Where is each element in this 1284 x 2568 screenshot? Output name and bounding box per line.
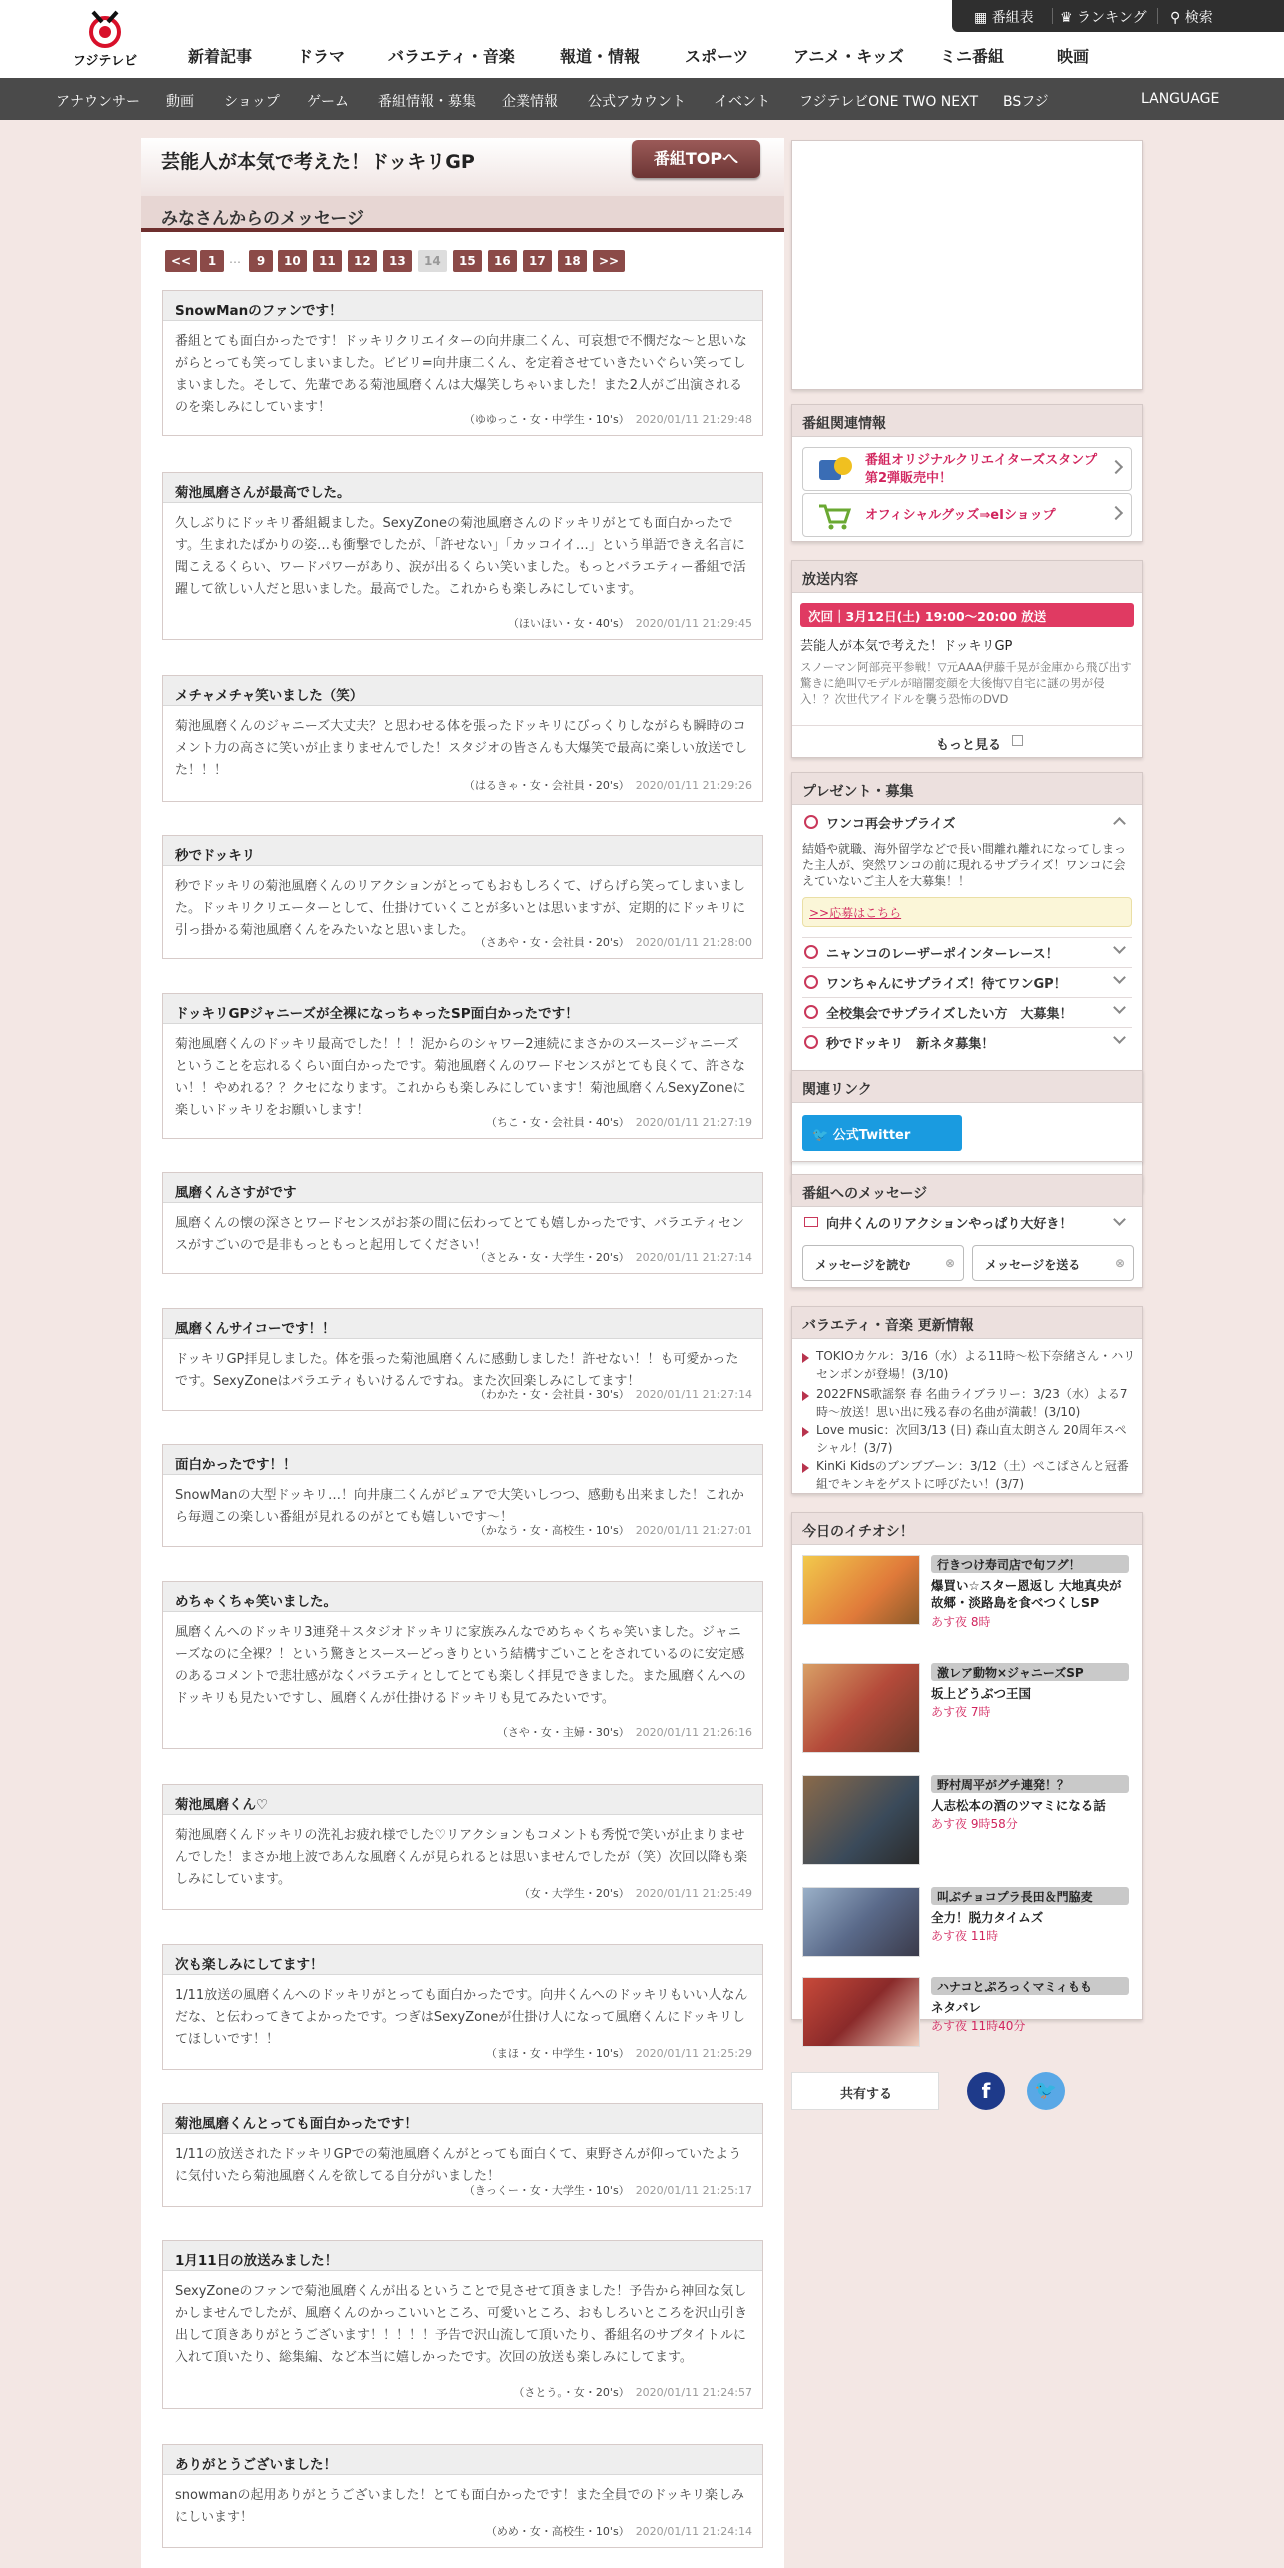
message-card [162,1944,763,2070]
message-card [162,2103,763,2207]
present-item-open[interactable]: ワンコ再会サプライズ [826,817,956,832]
subnav-shop[interactable]: ショップ [224,94,280,110]
message-meta [513,2384,752,2400]
message-card [162,290,763,436]
message-meta [464,2182,752,2198]
message-author: （きっくー・女・大学生・10's） [463,2184,630,2197]
message-title: メチャメチャ笑いました（笑） [163,676,762,706]
chevron-down-icon [1113,1001,1126,1014]
bullet-arrow-icon [802,1353,809,1363]
gift-icon [804,975,818,989]
chevron-right-icon [1109,460,1123,474]
page-14-current: 14 [418,250,447,272]
message-date: 2020/01/11 21:25:49 [635,1887,752,1900]
message-body: 菊池風磨くんのジャニーズ大丈夫？と思わせる体を張ったドッキリにびっくりしながらも瞬時のコメント力の高さに笑いが止まりませんでした！スタジオの皆さんも大爆笑で最高に楽しい放送でした！！！ [175,719,748,778]
pickup-thumbnail [802,1775,920,1865]
related-info-box [791,404,1143,542]
bullet-arrow-icon [802,1391,809,1401]
page-11[interactable]: 11 [313,250,342,272]
more-button[interactable]: もっと見る [792,725,1142,758]
message-title: 菊池風磨くんとっても面白かったです！ [163,2104,762,2134]
message-author: （まほ・女・中学生・10's） [485,2047,630,2060]
subnav-program-info[interactable]: 番組情報・募集 [378,94,476,110]
subnav-corporate[interactable]: 企業情報 [502,94,558,110]
message-author: （さとみ・女・大学生・20's） [474,1251,630,1264]
update-item[interactable]: KinKi Kidsのブンブブーン：3/12（土）ぺこぱさんと冠番組でキンキをゲストに呼びたい！(3/7) [816,1459,1129,1491]
fujitv-eye-logo-icon [85,10,125,48]
links-heading: 関連リンク [792,1071,1142,1103]
sub-nav [0,78,1284,120]
facebook-icon: f [981,2079,991,2103]
circle-arrow-icon: ⊗ [1114,1256,1125,1270]
message-author: （さや・女・主婦・30's） [496,1726,630,1739]
message-card [162,2240,763,2409]
stamp-link-label: 番組オリジナルクリエイターズスタンプ第2弾販売中！ [865,453,1098,486]
message-author: （さとう。・女・20's） [513,2386,630,2399]
message-meta [475,1249,752,1265]
message-author: （わかた・女・会社員・30's） [474,1388,630,1401]
twitter-share-button[interactable] [1027,2072,1065,2110]
twitter-bird-icon: 🐦 [812,1128,833,1143]
grid-icon: ▦ [974,10,992,26]
present-heading: プレゼント・募集 [792,773,1142,805]
message-card [162,1172,763,1274]
subnav-onetwonext[interactable]: フジテレビONE TWO NEXT [799,94,979,110]
message-card [162,835,763,959]
subnav-game[interactable]: ゲーム [307,94,349,110]
pickup-item[interactable]: 叫ぶチョコプラ長田＆門脇麦 全力！脱力タイムズ あす夜 11時 [802,1887,1132,1987]
chevron-down-icon [1113,1213,1126,1226]
circle-arrow-icon: ⊗ [944,1256,955,1270]
read-messages-button[interactable]: メッセージを読む ⊗ [802,1245,964,1281]
message-author: （かなう・女・高校生・10's） [474,1524,630,1537]
message-title: 1月11日の放送みました！ [163,2241,762,2271]
message-meta [475,1522,752,1538]
share-label-box [791,2072,939,2110]
chevron-right-icon [1109,506,1123,520]
message-body: ドッキリGP拝見しました。体を張った菊池風磨くんに感動しました！許せない！！も可愛かったです。SexyZoneはバラエティもいけるんですね。また次回楽しみにしてます！ [175,1352,739,1389]
twitter-bird-icon: 🐦 [1034,2080,1058,2101]
chevron-up-icon [1113,817,1126,830]
page-ellipsis: … [229,252,241,266]
share-label: 共有する [840,2087,893,2102]
message-author: （ゆゆっこ・女・中学生・10's） [464,413,630,426]
twitter-button[interactable]: 🐦 公式Twitter [802,1115,962,1151]
subnav-official-accounts[interactable]: 公式アカウント [588,94,686,110]
message-box-heading: 番組へのメッセージ [792,1175,1142,1207]
pickup-thumbnail [802,1887,920,1957]
message-body: snowmanの起用ありがとうございました！とても面白かったです！また全員でのドッキリ楽しみにしいます！ [175,2488,744,2525]
logo-text: フジテレビ [72,54,138,69]
utility-bar [952,0,1284,32]
message-body: 1/11放送の風磨くんへのドッキリがとっても面白かったです。向井くんへのドッキリもいい人なんだな、と伝わってきてよかったです。つぎはSexyZoneが仕掛け人になって風磨くんにドッキリしてほしいです！！ [175,1988,748,2047]
crown-icon: ♛ [1060,10,1078,26]
message-title: 風磨くんサイコーです！！ [163,1309,762,1339]
message-body: 番組とても面白かったです！ドッキリクリエイターの向井康二くん、可哀想で不憫だな～と思いながらとっても笑ってしまいました。ビビリ=向井康二くん、を定着させていきたいぐらい笑ってしまいました。そして、先輩である菊池風磨くんは大爆笑しちゃいました！また2人がご出演されるのを楽しみにしています！ [175,334,747,415]
message-title: めちゃくちゃ笑いました。 [163,1582,762,1612]
subnav-language[interactable]: LANGUAGE [1141,91,1220,107]
broadcast-heading: 放送内容 [792,561,1142,593]
message-author: （ほいほい・女・40's） [507,617,630,630]
search-icon: ⚲ [1170,10,1185,26]
message-card [162,1784,763,1910]
message-date: 2020/01/11 21:27:19 [635,1116,752,1129]
present-item[interactable]: 全校集会でサプライズしたい方 大募集！ [826,1007,1073,1022]
nav-item-variety[interactable]: バラエティ・音楽 [388,47,515,66]
shop-link-label: オフィシャルグッズ⇒eIショップ [865,508,1056,523]
nav-item-mini[interactable]: ミニ番組 [940,47,1005,66]
message-title: 風磨くんさすがです [163,1173,762,1203]
broadcast-description: スノーマン阿部亮平参戦！▽元AAA伊藤千晃が金庫から飛び出す驚きに絶叫▽モデルが暗闇変顔を大後悔▽自宅に謎の男が侵入！？次世代アイドルを襲う恐怖のDVD [800,660,1132,706]
message-card [162,472,763,640]
pickup-item[interactable]: 行きつけ寿司店で旬フグ！ 爆買い☆スター恩返し 大地真央が故郷・淡路島を食べつくしSP あす夜 8時 [802,1555,1132,1655]
gift-icon [804,815,818,829]
page-16[interactable]: 16 [488,250,517,272]
mail-icon [804,1217,818,1227]
message-title: ありがとうございました！ [163,2445,762,2475]
pickup-thumbnail [802,1977,920,2047]
present-item[interactable]: 秒でドッキリ 新ネタ募集！ [826,1037,995,1052]
message-card [162,675,763,802]
nav-item-movie[interactable]: 映画 [1057,47,1090,66]
message-title: ドッキリGPジャニーズが全裸になっちゃったSP面白かったです！ [163,994,762,1024]
chevron-down-icon [1113,941,1126,954]
chevron-down-icon [1113,1031,1126,1044]
update-item[interactable]: TOKIOカケル：3/16（水）よる11時〜松下奈緒さん・ハリセンボンが登場！(3/10) [816,1349,1136,1381]
pickup-box [791,1512,1143,2033]
stamp-icon [815,454,855,486]
message-body: 秒でドッキリの菊池風磨くんのリアクションがとってもおもしろくて、げらげら笑ってしまいました。ドッキリクリエーターとして、仕掛けていくことが多いとは思いますが、定期的にドッキリに引っ掛かる菊池風磨くんをみたいなと思いました。 [175,879,746,938]
message-title: 次も楽しみにしてます！ [163,1945,762,1975]
window-icon [1012,735,1023,746]
message-body: SexyZoneのファンで菊池風磨くんが出るということで見させて頂きました！予告から神回な気しかしませんでしたが、風磨くんのかっこいいところ、可愛いところ、おもしろいところを沢山引き出して頂きありがとうございます！！！！！予告で沢山流して頂いたり、番組名のサブタイトルに入れて頂いたり、総集編、など本当に嬉しかったです。次回の放送も楽しみにしてます。 [175,2284,748,2365]
message-date: 2020/01/11 21:24:14 [635,2525,752,2538]
schedule-button[interactable]: ▦ 番組表 [974,10,1034,26]
message-date: 2020/01/11 21:28:00 [635,936,752,949]
program-top-button[interactable]: 番組TOPへ [632,140,760,178]
message-meta [475,934,752,950]
message-meta [486,2523,752,2539]
site-header [0,0,1284,78]
message-title: SnowManのファンです！ [163,291,762,321]
nav-item-sports[interactable]: スポーツ [685,47,749,66]
updates-box [791,1306,1143,1494]
cart-icon [817,502,851,530]
message-date: 2020/01/11 21:26:16 [635,1726,752,1739]
message-body: 風磨くんへのドッキリ3連発＋スタジオドッキリに家族みんなでめちゃくちゃ笑いました。ジャニーズなのに全裸？！という驚きとスースーどっきりという結構すごいことをされているのに安定感のあるコメントで悲壮感がなくバラエティとしてとても楽しく拝見できました。また風磨くんへのドッキリも見たいですし、風磨くんが仕掛けるドッキリも見てみたいです。 [175,1625,746,1706]
send-message-button[interactable]: メッセージを送る ⊗ [972,1245,1134,1281]
message-box [791,1174,1143,1288]
nav-item-drama[interactable]: ドラマ [297,47,346,66]
chevron-down-icon [1113,971,1126,984]
stamp-link[interactable] [802,447,1132,491]
gift-icon [804,945,818,959]
page-first[interactable]: << [165,250,197,272]
page-15[interactable]: 15 [453,250,482,272]
gift-icon [804,1035,818,1049]
pickup-thumbnail [802,1555,920,1625]
message-author: （さあや・女・会社員・20's） [474,936,630,949]
subnav-video[interactable]: 動画 [166,94,194,110]
shop-link[interactable] [802,493,1132,537]
message-body: 久しぶりにドッキリ番組観ました。SexyZoneの菊池風磨さんのドッキリがとても面白かったです。生まれたばかりの姿…も衝撃でしたが、「許せない」「カッコイイ…」という単語できえ名言に聞こえるくらい、ワードパワーがあり、涙が出るくらい笑いました。もっとバラエティー番組で活躍して欲しい人だと思いました。最高でした。これからも楽しみにしています。 [175,516,746,597]
message-card [162,1444,763,1547]
bullet-arrow-icon [802,1427,809,1437]
message-title: 面白かったです！！ [163,1445,762,1475]
message-date: 2020/01/11 21:27:01 [635,1524,752,1537]
nav-item-anime[interactable]: アニメ・キッズ [793,47,904,66]
message-author: （ちこ・女・会社員・40's） [485,1116,630,1129]
fujitv-logo[interactable] [70,6,140,72]
message-meta [486,2045,752,2061]
message-meta [508,615,752,631]
subnav-event[interactable]: イベント [714,94,770,110]
message-author: （はるきゃ・女・会社員・20's） [463,779,630,792]
apply-link[interactable]: >>応募はこちら [809,906,902,920]
program-title-bar [141,138,784,196]
message-meta [486,1114,752,1130]
message-meta [464,411,752,427]
message-date: 2020/01/11 21:29:26 [635,779,752,792]
apply-box [802,897,1132,927]
messages-section-header [141,196,784,232]
page-9[interactable]: 9 [249,250,273,272]
subnav-announcer[interactable]: アナウンサー [56,94,140,110]
ranking-button[interactable]: ♛ ランキング [1060,10,1147,26]
featured-message[interactable]: 向井くんのリアクションやっぱり大好き！ [826,1217,1073,1232]
present-description: 結婚や就職、海外留学などで長い間離れ離れになってしまった主人が、突然ワンコの前に現れるサプライズ！ワンコに会えていないご主人を大募集！！ [802,842,1127,888]
updates-heading: バラエティ・音楽 更新情報 [792,1307,1142,1339]
message-date: 2020/01/11 21:27:14 [635,1251,752,1264]
message-body: 1/11の放送されたドッキリGPでの菊池風磨くんがとっても面白くて、東野さんが仰っていたように気付いたら菊池風磨くんを欲してる自分がいました！ [175,2147,742,2184]
page-1[interactable]: 1 [200,250,224,272]
page-10[interactable]: 10 [278,250,307,272]
related-info-heading: 番組関連情報 [792,405,1142,437]
message-date: 2020/01/11 21:29:45 [635,617,752,630]
page-12[interactable]: 12 [348,250,377,272]
nav-item-news[interactable]: 新着記事 [188,47,253,66]
page-title: 芸能人が本気で考えた！ドッキリGP [161,151,475,173]
update-item[interactable]: Love music：次回3/13 (日) 森山直太朗さん 20周年スペシャル！(3/7) [816,1423,1127,1455]
message-date: 2020/01/11 21:29:48 [635,413,752,426]
message-card [162,2444,763,2548]
page-13[interactable]: 13 [383,250,412,272]
message-title: 菊池風磨さんが最高でした。 [163,473,762,503]
subnav-bsfuji[interactable]: BSフジ [1003,94,1049,110]
broadcast-title: 芸能人が本気で考えた！ドッキリGP [800,639,1013,654]
message-meta [519,1885,752,1901]
message-body: 菊池風磨くんドッキリの洗礼お疲れ様でした♡リアクションもコメントも秀悦で笑いが止まりませんでした！まさか地上波であんな風磨くんが見られるとは思いませんでしたが（笑）次回以降も楽しみにしています。 [175,1828,748,1887]
message-body: 風磨くんの懐の深さとワードセンスがお茶の間に伝わってとても嬉しかったです、バラエティセンスがすごいので是非もっともっと起用してください！ [175,1216,745,1253]
page-17[interactable]: 17 [523,250,552,272]
main-column [141,138,784,2568]
message-date: 2020/01/11 21:25:29 [635,2047,752,2060]
message-card [162,1581,763,1749]
message-title: 菊池風磨くん♡ [163,1785,762,1815]
ad-space [791,140,1143,390]
facebook-share-button[interactable] [967,2072,1005,2110]
links-box [791,1070,1143,1162]
message-date: 2020/01/11 21:27:14 [635,1388,752,1401]
message-meta [475,1386,752,1402]
nav-item-report[interactable]: 報道・情報 [560,47,641,66]
pickup-item[interactable]: 野村周平がグチ連発！？ 人志松本の酒のツマミになる話 あす夜 9時58分 [802,1775,1132,1875]
message-card [162,1308,763,1411]
broadcast-box [791,560,1143,758]
message-meta [464,777,752,793]
search-button[interactable]: ⚲ 検索 [1170,10,1213,26]
page-18[interactable]: 18 [558,250,587,272]
present-item[interactable]: ワンちゃんにサプライズ！待てワンGP！ [826,977,1067,992]
message-author: （めめ・女・高校生・10's） [485,2525,630,2538]
pickup-thumbnail [802,1663,920,1753]
message-body: 菊池風磨くんのドッキリ最高でした！！！泥からのシャワー2連続にまさかのスースージャニーズということを忘れるくらい面白かったです。菊池風磨くんのワードセンスがとても良くて、許さない！！やめれる？？クセになります。これからも楽しみにしています！菊池風磨くんSexyZoneに楽しいドッキリをお願いします！ [175,1037,746,1118]
pickup-item[interactable]: 激レア動物×ジャニーズSP 坂上どうぶつ王国 あす夜 7時 [802,1663,1132,1763]
page-last[interactable]: >> [593,250,625,272]
message-meta [497,1724,752,1740]
present-item[interactable]: ニャンコのレーザーポインターレース！ [826,947,1059,962]
message-body: SnowManの大型ドッキリ…！向井康二くんがピュアで大笑いしつつ、感動も出来ました！これから毎週この楽しい番組が見れるのがとても嬉しいです〜！ [175,1488,744,1525]
bullet-arrow-icon [802,1463,809,1473]
message-title: 秒でドッキリ [163,836,762,866]
message-date: 2020/01/11 21:24:57 [635,2386,752,2399]
pickup-heading: 今日のイチオシ！ [792,1513,1142,1545]
next-broadcast-badge: 次回｜3月12日(土) 19:00～20:00 放送 [800,603,1134,627]
message-date: 2020/01/11 21:25:17 [635,2184,752,2197]
message-author: （女・大学生・20's） [518,1887,630,1900]
section-title: みなさんからのメッセージ [161,209,364,229]
pickup-item[interactable]: ハナコとぷろっくマミィもも ネタパレ あす夜 11時40分 [802,1977,1132,2017]
message-card [162,993,763,1139]
update-item[interactable]: 2022FNS歌謡祭 春 名曲ライブラリー：3/23（水）よる7時〜放送！思い出に残る春の名曲が満載！(3/10) [816,1387,1128,1419]
gift-icon [804,1005,818,1019]
